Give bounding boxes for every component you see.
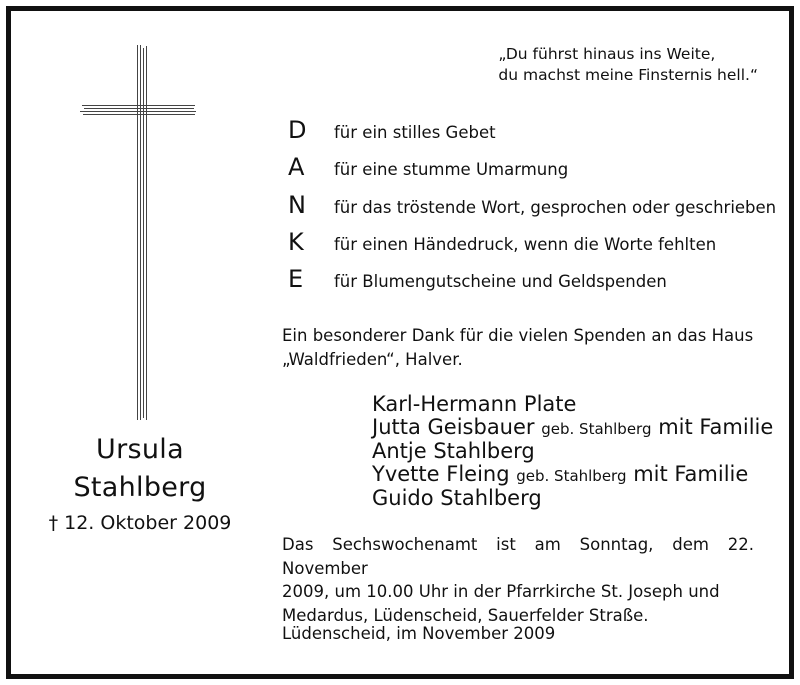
- family-member-name: Yvette Fleing: [372, 461, 510, 486]
- maiden-name: geb. Stahlberg: [541, 419, 652, 438]
- family-member-name: Antje Stahlberg: [372, 439, 535, 463]
- family-member: [372, 393, 773, 416]
- paragraph-line: Medardus, Lüdenscheid, Sauerfelder Straße.: [282, 605, 649, 625]
- danke-text: für ein stilles Gebet: [334, 123, 496, 142]
- paragraph-line: 2009, um 10.00 Uhr in der Pfarrkirche St. Joseph und: [282, 582, 720, 601]
- place-date: Lüdenscheid, im November 2009: [282, 624, 556, 643]
- danke-text: für einen Händedruck, wenn die Worte fehlten: [334, 235, 717, 254]
- family-member: [372, 487, 773, 510]
- paragraph-line: Ein besonderer Dank für die vielen Spenden an das Haus: [282, 326, 754, 345]
- service-paragraph: [282, 533, 754, 627]
- paragraph-line: Das Sechswochenamt ist am Sonntag, dem 22. November: [282, 535, 754, 578]
- bible-quote: [498, 44, 758, 86]
- deceased-last-name: Stahlberg: [73, 472, 207, 503]
- paragraph-line: „Waldfrieden“, Halver.: [282, 349, 463, 369]
- danke-letter: D: [288, 116, 307, 144]
- family-member: [372, 416, 773, 441]
- maiden-name: geb. Stahlberg: [516, 466, 627, 485]
- danke-letter: A: [288, 153, 305, 181]
- danke-text: für eine stumme Umarmung: [334, 160, 569, 179]
- death-date: † 12. Oktober 2009: [48, 512, 232, 534]
- deceased-first-name: Ursula: [96, 434, 184, 465]
- family-suffix: mit Familie: [633, 461, 749, 486]
- danke-letter: K: [288, 228, 304, 256]
- danke-letter: N: [288, 191, 306, 219]
- family-member-name: Jutta Geisbauer: [372, 414, 535, 439]
- family-list: [372, 393, 773, 510]
- quote-line: du machst meine Finsternis hell.“: [498, 66, 758, 84]
- family-member-name: Guido Stahlberg: [372, 486, 542, 510]
- danke-text: für das tröstende Wort, gesprochen oder geschrieben: [334, 198, 777, 217]
- danke-text: für Blumengutscheine und Geldspenden: [334, 272, 667, 291]
- family-suffix: mit Familie: [658, 414, 774, 439]
- family-member: [372, 440, 773, 463]
- danke-letter: E: [288, 265, 304, 293]
- family-member-name: Karl-Hermann Plate: [372, 392, 577, 416]
- quote-line: „Du führst hinaus ins Weite,: [498, 45, 716, 63]
- special-thanks-paragraph: [282, 324, 754, 371]
- family-member: [372, 463, 773, 488]
